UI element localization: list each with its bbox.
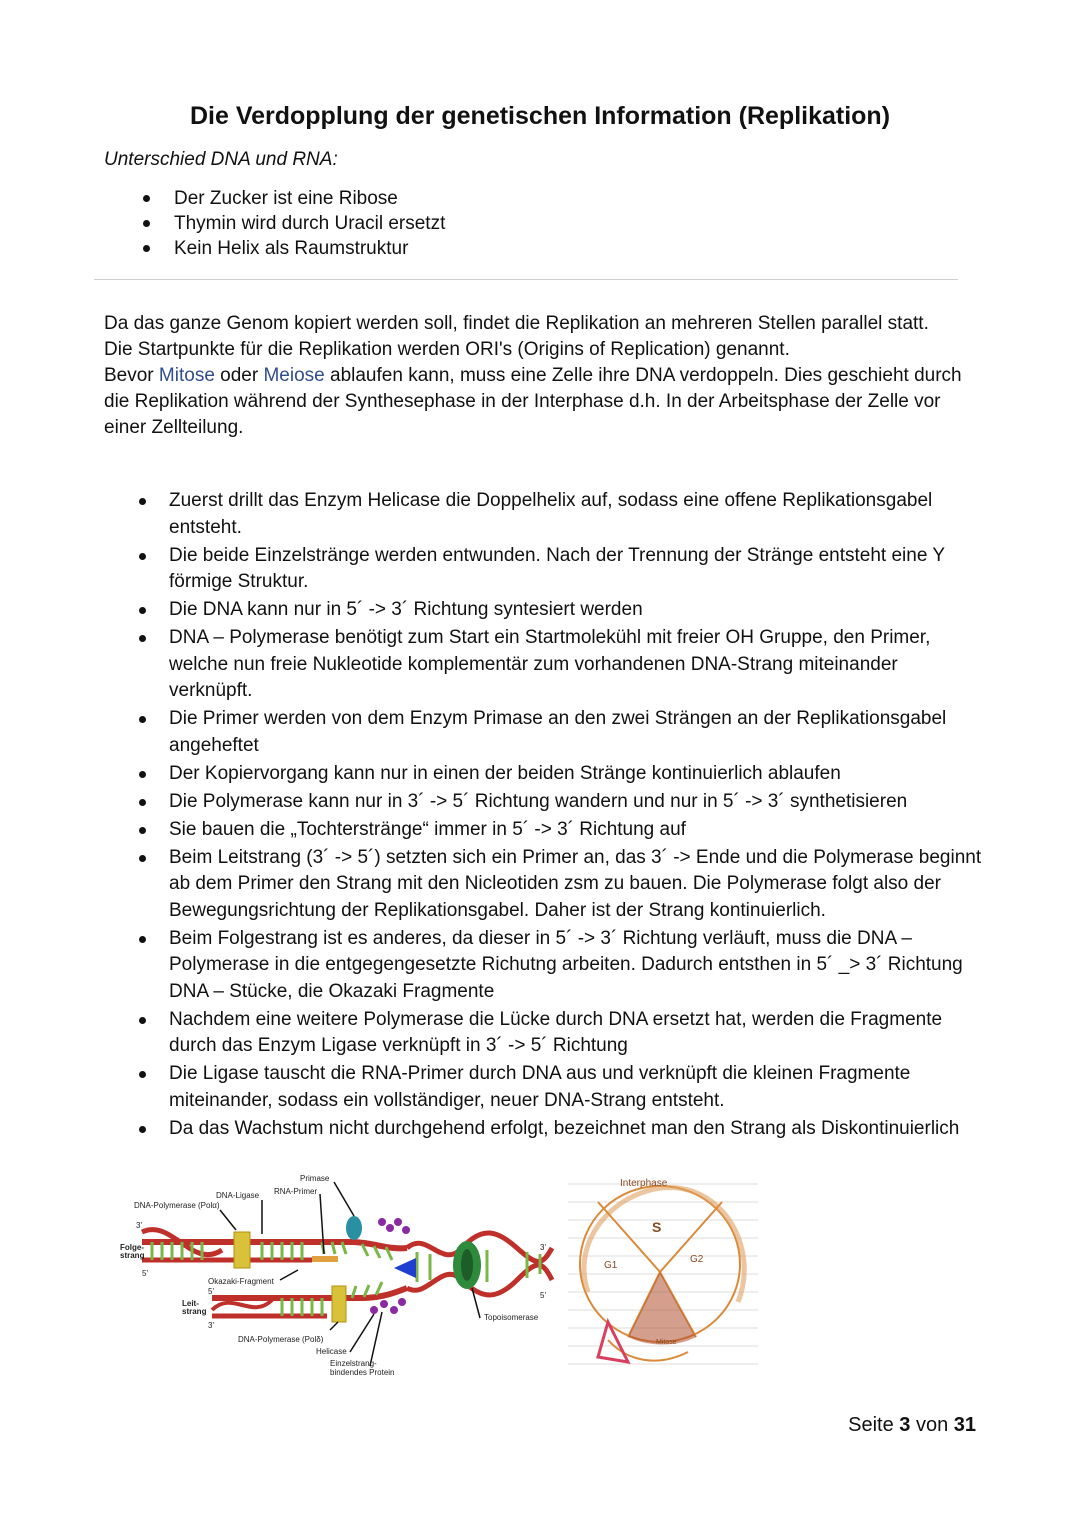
divider: [94, 279, 958, 280]
list-item: Die beide Einzelstränge werden entwunden. Nach der Trennung der Stränge entsteht eine Y förmige Struktur.: [135, 543, 985, 596]
end-label: 5': [208, 1287, 214, 1296]
end-label: 3': [208, 1321, 214, 1330]
intro-text: oder: [214, 365, 264, 386]
leitstrang-label-b: strang: [182, 1307, 207, 1316]
lagging-strand: [142, 1230, 407, 1268]
helicase-label: Helicase: [316, 1347, 347, 1356]
dna-ligase-label: DNA-Ligase: [216, 1191, 260, 1200]
end-label: 3': [136, 1221, 142, 1230]
end-label: 3': [540, 1243, 546, 1252]
end-label: 5': [142, 1269, 148, 1278]
g2-label: G2: [690, 1254, 704, 1265]
list-item: Der Kopiervorgang kann nur in einen der beiden Stränge kontinuierlich ablaufen: [135, 761, 985, 788]
intro-line: Die Startpunkte für die Replikation werden ORI's (Origins of Replication) genannt.: [104, 339, 790, 360]
primase-label: Primase: [300, 1174, 330, 1183]
leitstrang-label-a: Leit-: [182, 1299, 199, 1308]
ssb-label-a: Einzelstrang-: [330, 1359, 377, 1368]
folgestrang-label-a: Folge-: [120, 1243, 144, 1252]
mitose-link[interactable]: Mitose: [158, 365, 215, 386]
intro-line: Da das ganze Genom kopiert werden soll, findet die Replikation an mehreren Stellen parallel statt.: [104, 313, 929, 334]
leading-strand: [212, 1282, 407, 1322]
folgestrang-label-b: strang: [120, 1251, 145, 1260]
list-item: Der Zucker ist eine Ribose: [140, 186, 445, 211]
list-item: Sie bauen die „Tochterstränge“ immer in 5´ -> 3´ Richtung auf: [135, 817, 985, 844]
g1-label: G1: [604, 1260, 618, 1271]
list-item: Nachdem eine weitere Polymerase die Lücke durch DNA ersetzt hat, werden die Fragmente durch das Enzym Ligase verknüpft in 3´ -> 5´ Richtung: [135, 1007, 985, 1060]
interphase-label: Interphase: [620, 1178, 668, 1189]
page-title: Die Verdopplung der genetischen Information (Replikation): [189, 102, 891, 130]
list-item: Die Polymerase kann nur in 3´ -> 5´ Richtung wandern und nur in 5´ -> 3´ synthetisieren: [135, 789, 985, 816]
page-number-sep: von: [910, 1414, 954, 1436]
intro-line: [104, 363, 984, 441]
mitose-label: Mitose: [656, 1339, 677, 1346]
list-item: Zuerst drillt das Enzym Helicase die Doppelhelix auf, sodass eine offene Replikationsgabel entsteht.: [135, 488, 985, 541]
primase-shape: [346, 1216, 362, 1240]
section-subtitle: Unterschied DNA und RNA:: [104, 149, 338, 170]
rna-primer-label: RNA-Primer: [274, 1187, 318, 1196]
s-phase-label: S: [652, 1219, 662, 1235]
total-pages: 31: [953, 1414, 976, 1436]
list-item: Die Ligase tauscht die RNA-Primer durch DNA aus und verknüpft die kleinen Fragmente miteinander, sodass ein vollständiger, neuer DNA-Strang entsteht.: [135, 1061, 985, 1114]
list-item: DNA – Polymerase benötigt zum Start ein Startmolekühl mit freier OH Gruppe, den Primer, welche nun freie Nukleotide komplementär zum vorhandenen DNA-Strang miteinander verknüpft.: [135, 625, 985, 705]
intro-text: ablaufen kann, muss eine Zelle ihre DNA verdoppeln. Dies geschieht durch die Replikation während der Synthesephase in der Interphase d.h. In der Arbeitsphase der Zelle vor einer Zellteilung.: [104, 365, 962, 438]
ssb-label-b: bindendes Protein: [330, 1368, 395, 1377]
current-page: 3: [899, 1414, 911, 1436]
helicase-shape: [394, 1258, 416, 1278]
meiose-link[interactable]: Meiose: [263, 365, 325, 386]
page-number-prefix: Seite: [848, 1414, 900, 1436]
difference-list: [140, 186, 445, 261]
page-number: [848, 1414, 976, 1437]
intro-paragraph: [104, 311, 984, 441]
list-item: Die DNA kann nur in 5´ -> 3´ Richtung syntesiert werden: [135, 597, 985, 624]
topoisomerase-label: Topoisomerase: [484, 1313, 539, 1322]
end-label: 5': [540, 1291, 546, 1300]
cell-cycle-sketch: [568, 1172, 758, 1387]
list-item: Beim Leitstrang (3´ -> 5´) setzten sich ein Primer an, das 3´ -> Ende und die Polymerase beginnt ab dem Primer den Strang mit den Nicleotiden zsm zu bauen. Die Polymerase folgt also der Bewegungsrichtung der Replikationsgabel. Daher ist der Strang kontinuierlich.: [135, 845, 985, 925]
pol-alpha-label: DNA-Polymerase (Polα): [134, 1201, 220, 1210]
list-item: Thymin wird durch Uracil ersetzt: [140, 211, 445, 236]
intro-text: Bevor: [104, 365, 159, 386]
pol-delta-label: DNA-Polymerase (Polδ): [238, 1335, 324, 1344]
okazaki-label: Okazaki-Fragment: [208, 1277, 274, 1286]
list-item: Die Primer werden von dem Enzym Primase an den zwei Strängen an der Replikationsgabel angeheftet: [135, 706, 985, 759]
replication-steps-list: [135, 488, 985, 1144]
list-item: Da das Wachstum nicht durchgehend erfolgt, bezeichnet man den Strang als Diskontinuierlich: [135, 1116, 985, 1143]
list-item: Kein Helix als Raumstruktur: [140, 236, 445, 261]
replication-fork-diagram: [112, 1170, 562, 1380]
list-item: Beim Folgestrang ist es anderes, da dieser in 5´ -> 3´ Richtung verläuft, muss die DNA – Polymerase in die entgegengesetzte Richutng arbeiten. Dadurch entsthen in 5´ _> 3´ Richtung DNA – Stücke, die Okazaki Fragmente: [135, 926, 985, 1006]
